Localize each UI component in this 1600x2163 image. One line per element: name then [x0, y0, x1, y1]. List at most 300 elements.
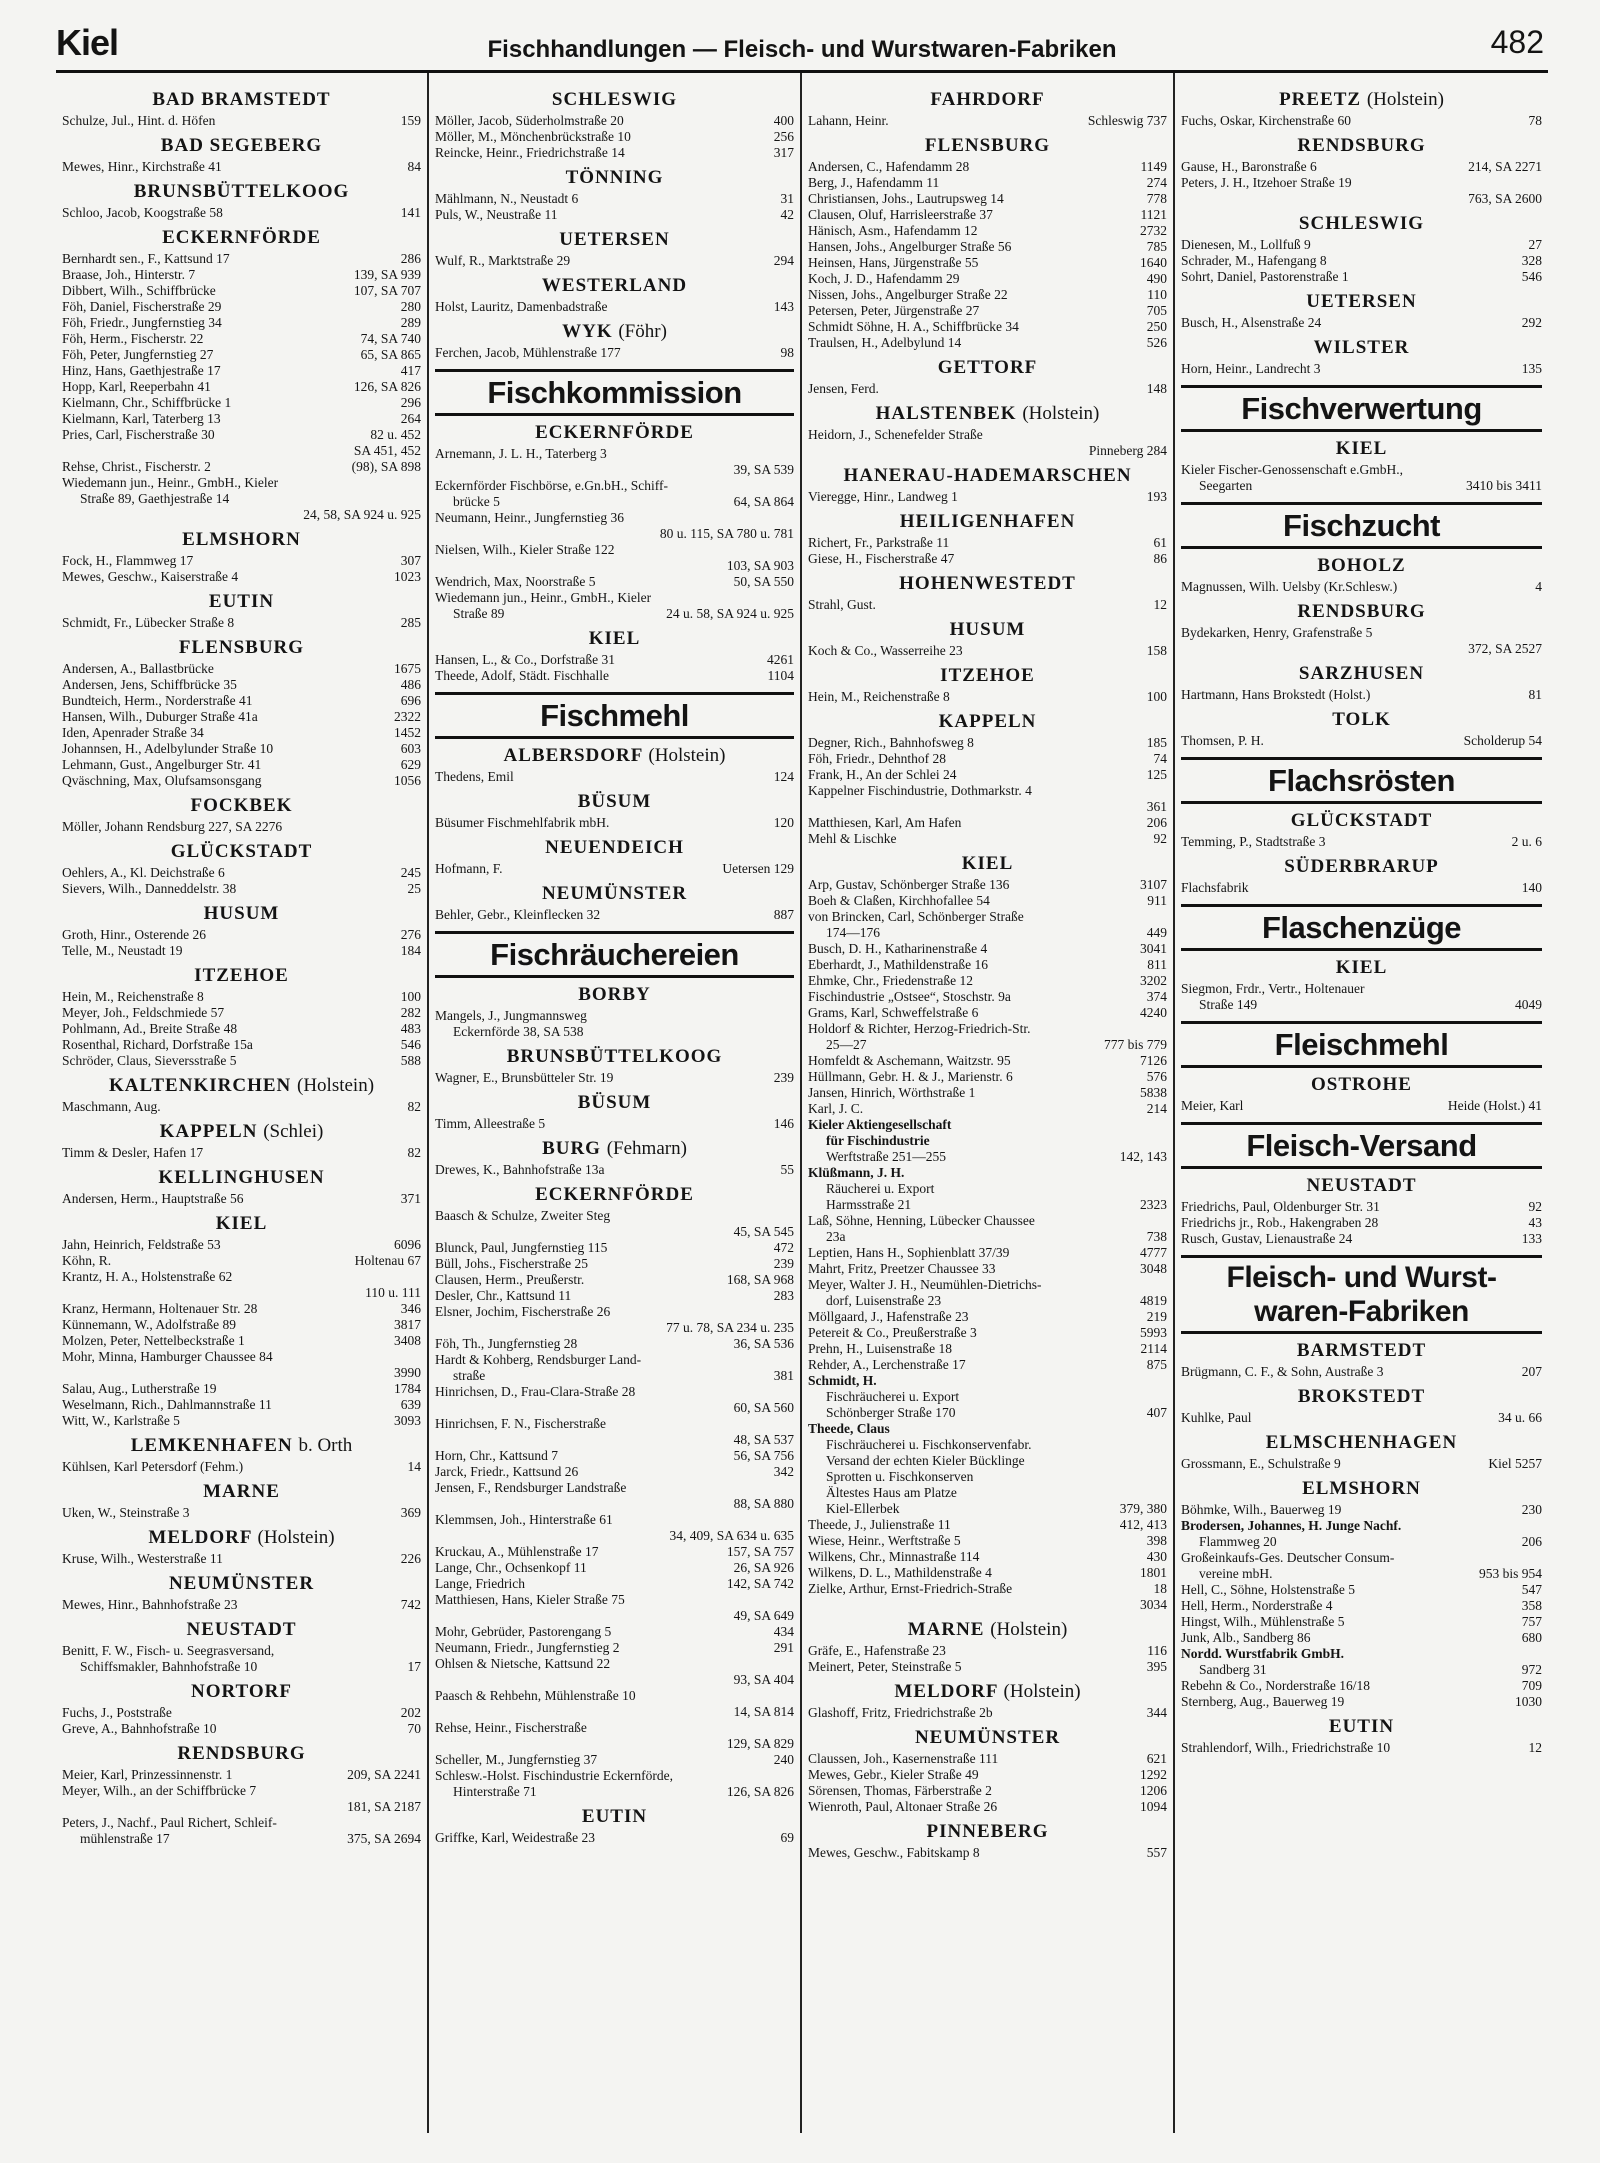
listing-entry — [435, 207, 794, 223]
listing-phone: 292 — [1521, 315, 1542, 330]
listing-name: Wiedemann jun., Heinr., GmbH., Kieler — [62, 475, 279, 490]
city-heading — [808, 853, 1167, 874]
city-heading — [1181, 1432, 1542, 1453]
listing-phone: 371 — [400, 1191, 421, 1206]
listing-name: Eckernförde 38, SA 538 — [453, 1024, 584, 1039]
listing-continuation — [62, 507, 421, 523]
listing-phone: 49, SA 649 — [733, 1608, 794, 1623]
listing-entry — [62, 741, 421, 757]
listing-name: Mangels, J., Jungmannsweg — [435, 1008, 587, 1023]
listing-entry — [435, 446, 794, 462]
listing-name: Telle, M., Neustadt 19 — [62, 943, 183, 958]
listing-entry — [62, 943, 421, 959]
city-name: KIEL — [1335, 957, 1388, 978]
listing-phone: 2322 — [394, 709, 421, 724]
listing-name — [435, 462, 728, 478]
listing-name: Schrader, M., Hafengang 8 — [1181, 253, 1327, 268]
listing-entry — [62, 773, 421, 789]
listing-entry — [435, 1304, 794, 1320]
listing-entry — [808, 1659, 1167, 1675]
listing-entry — [435, 1070, 794, 1086]
category-heading — [435, 692, 794, 739]
listing-entry — [808, 1069, 1167, 1085]
listing-continuation — [1181, 997, 1542, 1013]
listing-entry — [62, 411, 421, 427]
listing-phone: 239 — [773, 1256, 794, 1271]
listing-name: Böhmke, Wilh., Bauerweg 19 — [1181, 1502, 1342, 1517]
city-name: GLÜCKSTADT — [170, 841, 313, 862]
listing-phone: 603 — [400, 741, 421, 756]
listing-phone: 3041 — [1140, 941, 1167, 956]
listing-entry — [62, 1643, 421, 1659]
listing-phone: 81 — [1528, 687, 1542, 702]
listing-entry — [62, 1597, 421, 1613]
listing-phone: 133 — [1521, 1231, 1542, 1246]
listing-continuation — [435, 1320, 794, 1336]
city-name: HOHENWESTEDT — [899, 573, 1076, 594]
listing-name: Glashoff, Fritz, Friedrichstraße 2b — [808, 1705, 993, 1720]
listing-continuation — [62, 1831, 421, 1847]
listing-name: Friedrichs jr., Rob., Hakengraben 28 — [1181, 1215, 1379, 1230]
listing-name: Baasch & Schulze, Zweiter Steg — [435, 1208, 611, 1223]
listing-name: brücke 5 — [453, 494, 500, 509]
category-heading — [1181, 1255, 1542, 1334]
listing-name: Flachsfabrik — [1181, 880, 1249, 895]
listing-phone: 56, SA 756 — [733, 1448, 794, 1463]
listing-phone: 240 — [773, 1752, 794, 1767]
listing-name: Köhn, R. — [62, 1253, 112, 1268]
listing-entry — [62, 267, 421, 283]
listing-name: Rehse, Heinr., Fischerstraße — [435, 1720, 587, 1735]
listing-name: Sohrt, Daniel, Pastorenstraße 1 — [1181, 269, 1349, 284]
city-heading — [1181, 438, 1542, 459]
listing-name: Schloo, Jacob, Koogstraße 58 — [62, 205, 223, 220]
listing-name: Meyer, Walter J. H., Neumühlen-Dietrichs- — [808, 1277, 1042, 1292]
listing-name — [435, 1528, 663, 1544]
listing-phone: 328 — [1521, 253, 1542, 268]
listing-entry — [808, 815, 1167, 831]
listing-phone: 31 — [780, 191, 794, 206]
listing-name: Traulsen, H., Adelbylund 14 — [808, 335, 962, 350]
listing-name: Holst, Lauritz, Damenbadstraße — [435, 299, 608, 314]
listing-phone: 124 — [773, 769, 794, 784]
city-name: UETERSEN — [1306, 291, 1417, 312]
listing-phone: 381 — [773, 1368, 794, 1383]
listing-continuation — [1181, 641, 1542, 657]
listing-name — [435, 1704, 728, 1720]
listing-entry — [1181, 834, 1542, 850]
city-name: PREETZ — [1279, 89, 1362, 110]
city-region: (Föhr) — [618, 321, 667, 342]
listing-entry — [808, 1261, 1167, 1277]
category-title: Flachsrösten — [1268, 763, 1455, 798]
city-heading — [62, 1213, 421, 1234]
category-title: Fleischmehl — [1274, 1027, 1449, 1062]
listing-phone: 168, SA 968 — [726, 1272, 794, 1287]
listing-entry — [1181, 880, 1542, 896]
listing-name: von Brincken, Carl, Schönberger Straße — [808, 909, 1024, 924]
listing-phone: 77 u. 78, SA 234 u. 235 — [666, 1320, 794, 1335]
listing-phone: 3410 bis 3411 — [1465, 478, 1542, 493]
listing-name — [62, 507, 297, 523]
city-heading — [1181, 663, 1542, 684]
listing-name — [435, 1736, 721, 1752]
listing-phone: 3107 — [1140, 877, 1167, 892]
listing-entry — [435, 478, 794, 494]
listing-phone: 120 — [773, 815, 794, 830]
city-heading — [808, 357, 1167, 378]
listing-name: Rehse, Christ., Fischerstr. 2 — [62, 459, 211, 474]
listing-continuation — [62, 1285, 421, 1301]
listing-name — [62, 443, 348, 459]
listing-name: straße — [453, 1368, 486, 1383]
listing-name: Maschmann, Aug. — [62, 1099, 161, 1114]
listing-phone: 417 — [400, 363, 421, 378]
listing-phone: 55 — [780, 1162, 794, 1177]
listing-phone: Scholderup 54 — [1463, 733, 1542, 748]
listing-phone: 185 — [1146, 735, 1167, 750]
listing-name: Schmidt, H. — [808, 1373, 877, 1388]
listing-entry — [435, 574, 794, 590]
listing-phone: 146 — [773, 1116, 794, 1131]
listing-entry — [808, 1517, 1167, 1533]
listing-name: Versand der echten Kieler Bücklinge — [826, 1453, 1025, 1468]
listing-name: Hüllmann, Gebr. H. & J., Marienstr. 6 — [808, 1069, 1013, 1084]
city-name: FLENSBURG — [178, 637, 305, 658]
listing-name: Schlesw.-Holst. Fischindustrie Eckernförde, — [435, 1768, 673, 1783]
city-heading — [1181, 1074, 1542, 1095]
listing-entry — [435, 1448, 794, 1464]
listing-phone: 1149 — [1140, 159, 1167, 174]
listing-phone: 69 — [780, 1830, 794, 1845]
listing-entry — [62, 1705, 421, 1721]
listing-entry — [435, 1464, 794, 1480]
listing-name: Mohr, Gebrüder, Pastorengang 5 — [435, 1624, 612, 1639]
city-name: NEUENDEICH — [545, 837, 684, 858]
listing-phone: 2 u. 6 — [1511, 834, 1542, 849]
listing-entry — [1181, 1098, 1542, 1114]
listing-phone: 709 — [1521, 1678, 1542, 1693]
listing-phone: 103, SA 903 — [726, 558, 794, 573]
listing-phone: 757 — [1521, 1614, 1542, 1629]
listing-phone: 369 — [400, 1505, 421, 1520]
listing-name: Büll, Johs., Fischerstraße 25 — [435, 1256, 588, 1271]
listing-entry — [435, 1752, 794, 1768]
listing-entry — [1181, 1694, 1542, 1710]
city-heading — [808, 511, 1167, 532]
listing-entry — [435, 253, 794, 269]
city-heading — [1181, 601, 1542, 622]
listing-phone: 412, 413 — [1119, 1517, 1167, 1532]
listing-phone: 911 — [1147, 893, 1167, 908]
listing-name: Klüßmann, J. H. — [808, 1165, 905, 1180]
listing-phone: Holtenau 67 — [354, 1253, 421, 1268]
city-name: HALSTENBEK — [875, 403, 1017, 424]
listing-entry — [435, 1592, 794, 1608]
listing-name: für Fischindustrie — [826, 1133, 930, 1148]
listing-phone: 39, SA 539 — [733, 462, 794, 477]
listing-phone: 1675 — [394, 661, 421, 676]
listing-name: Thedens, Emil — [435, 769, 514, 784]
listing-entry — [808, 767, 1167, 783]
listing-phone: Uetersen 129 — [722, 861, 794, 876]
city-heading — [435, 1806, 794, 1827]
listing-name: Drewes, K., Bahnhofstraße 13a — [435, 1162, 605, 1177]
listing-phone: 1801 — [1140, 1565, 1167, 1580]
listing-phone: 547 — [1521, 1582, 1542, 1597]
listing-phone: 3408 — [394, 1333, 421, 1348]
listing-entry — [808, 113, 1167, 129]
listing-entry — [435, 113, 794, 129]
listing-entry — [808, 535, 1167, 551]
category-heading — [1181, 502, 1542, 549]
listing-name: Büsumer Fischmehlfabrik mbH. — [435, 815, 610, 830]
listing-name: Kühlsen, Karl Petersdorf (Fehm.) — [62, 1459, 244, 1474]
city-heading — [1181, 709, 1542, 730]
listing-phone: 84 — [407, 159, 421, 174]
city-heading — [62, 637, 421, 658]
city-heading — [62, 841, 421, 862]
city-heading — [808, 1727, 1167, 1748]
listing-entry — [62, 1253, 421, 1269]
listing-name: Dibbert, Wilh., Schiffbrücke — [62, 283, 216, 298]
listing-entry — [808, 1643, 1167, 1659]
listing-entry — [808, 1309, 1167, 1325]
listing-entry — [1181, 981, 1542, 997]
listing-entry — [62, 427, 421, 443]
listing-name: Kranz, Hermann, Holtenauer Str. 28 — [62, 1301, 258, 1316]
listing-continuation — [435, 1736, 794, 1752]
city-name: ITZEHOE — [940, 665, 1035, 686]
listing-entry — [808, 489, 1167, 505]
listing-name: Möller, M., Mönchenbrückstraße 10 — [435, 129, 631, 144]
listing-entry — [808, 643, 1167, 659]
listing-entry — [808, 941, 1167, 957]
listing-name: Timm & Desler, Hafen 17 — [62, 1145, 204, 1160]
city-heading — [62, 1435, 421, 1456]
listing-entry — [1181, 733, 1542, 749]
listing-phone: 139, SA 939 — [353, 267, 421, 282]
listing-phone: 93, SA 404 — [733, 1672, 794, 1687]
listing-phone: 742 — [400, 1597, 421, 1612]
listing-entry — [62, 1815, 421, 1831]
listing-name: Reincke, Heinr., Friedrichstraße 14 — [435, 145, 625, 160]
listing-entry — [435, 590, 794, 606]
listing-entry — [808, 689, 1167, 705]
listing-continuation — [808, 799, 1167, 815]
listing-phone: Schleswig 737 — [1087, 113, 1167, 128]
listing-entry — [808, 1581, 1167, 1597]
city-region: (Holstein) — [1022, 403, 1100, 424]
listing-entry — [808, 159, 1167, 175]
city-region: (Holstein) — [648, 745, 726, 766]
listing-phone: 546 — [1521, 269, 1542, 284]
listing-continuation — [808, 1597, 1167, 1613]
listing-name: Föh, Daniel, Fischerstraße 29 — [62, 299, 222, 314]
listing-phone: 763, SA 2600 — [1468, 191, 1542, 206]
category-heading — [1181, 757, 1542, 804]
listing-entry — [62, 159, 421, 175]
listing-phone: 374 — [1146, 989, 1167, 1004]
city-heading — [1181, 337, 1542, 358]
category-heading — [1181, 1122, 1542, 1169]
listing-entry — [62, 1349, 421, 1365]
listing-entry — [62, 1053, 421, 1069]
city-name: KIEL — [588, 628, 641, 649]
listing-name: Krantz, H. A., Holstenstraße 62 — [62, 1269, 233, 1284]
header-title: Fischhandlungen — Fleisch- und Wurstwaren-Fabriken — [487, 36, 1117, 63]
listing-continuation — [62, 1365, 421, 1381]
listing-continuation — [1181, 1566, 1542, 1582]
listing-entry — [62, 315, 421, 331]
listing-entry — [62, 1005, 421, 1021]
listing-name: Mewes, Hinr., Bahnhofstraße 23 — [62, 1597, 238, 1612]
listing-entry — [808, 1117, 1167, 1133]
listing-phone: 778 — [1146, 191, 1167, 206]
listing-entry — [1181, 687, 1542, 703]
listing-entry — [1181, 1231, 1542, 1247]
listing-entry — [808, 1053, 1167, 1069]
city-heading — [62, 903, 421, 924]
listing-entry — [62, 1459, 421, 1475]
listing-entry — [1181, 1550, 1542, 1566]
listing-phone: 972 — [1521, 1662, 1542, 1677]
listing-phone: 148 — [1146, 381, 1167, 396]
listing-entry — [808, 1845, 1167, 1861]
listing-name — [435, 1400, 728, 1416]
listing-continuation — [808, 1485, 1167, 1501]
category-title: Fischkommission — [487, 375, 742, 410]
listing-entry — [62, 927, 421, 943]
listing-name: Gause, H., Baronstraße 6 — [1181, 159, 1317, 174]
listing-phone: 395 — [1146, 1659, 1167, 1674]
listing-name: Eberhardt, J., Mathildenstraße 16 — [808, 957, 988, 972]
listing-phone: 1292 — [1140, 1767, 1167, 1782]
listing-entry — [62, 299, 421, 315]
listing-name: Pries, Carl, Fischerstraße 30 — [62, 427, 215, 442]
listing-continuation — [808, 1453, 1167, 1469]
listing-continuation — [808, 925, 1167, 941]
city-name: WESTERLAND — [541, 275, 688, 296]
listing-entry — [435, 145, 794, 161]
listing-name: Frank, H., An der Schlei 24 — [808, 767, 957, 782]
listing-phone: 2114 — [1140, 1341, 1167, 1356]
listing-entry — [435, 1208, 794, 1224]
city-name: SÜDERBRARUP — [1284, 856, 1439, 877]
city-name: HUSUM — [949, 619, 1026, 640]
listing-phone: 245 — [400, 865, 421, 880]
listing-phone: 42 — [780, 207, 794, 222]
listing-name: Friedrichs, Paul, Oldenburger Str. 31 — [1181, 1199, 1380, 1214]
listing-name: Hansen, Wilh., Duburger Straße 41a — [62, 709, 258, 724]
city-heading — [62, 1121, 421, 1142]
listing-name: Mohr, Minna, Hamburger Chaussee 84 — [62, 1349, 273, 1364]
listing-phone: 264 — [400, 411, 421, 426]
listing-entry — [1181, 1410, 1542, 1426]
city-name: ELMSHORN — [182, 529, 301, 550]
listing-continuation — [808, 1149, 1167, 1165]
city-heading — [62, 1527, 421, 1548]
listing-entry — [808, 1533, 1167, 1549]
city-heading — [1181, 810, 1542, 831]
listing-phone: 27 — [1528, 237, 1542, 252]
listing-phone: 346 — [400, 1301, 421, 1316]
listing-name: Laß, Söhne, Henning, Lübecker Chaussee — [808, 1213, 1035, 1228]
city-heading — [62, 89, 421, 110]
listing-name: Kruckau, A., Mühlenstraße 17 — [435, 1544, 599, 1559]
listing-name: Schulze, Jul., Hint. d. Höfen — [62, 113, 216, 128]
listing-name: Andersen, Jens, Schiffbrücke 35 — [62, 677, 237, 692]
listing-name: Meier, Karl, Prinzessinnenstr. 1 — [62, 1767, 233, 1782]
listing-name: Theede, Adolf, Städt. Fischhalle — [435, 668, 609, 683]
listing-name: Hein, M., Reichenstraße 8 — [808, 689, 950, 704]
city-name: BAD BRAMSTEDT — [152, 89, 331, 110]
listing-name: Peters, J., Nachf., Paul Richert, Schleif- — [62, 1815, 277, 1830]
listing-phone: 209, SA 2241 — [347, 1767, 421, 1782]
listing-phone: 214, SA 2271 — [1468, 159, 1542, 174]
listing-entry — [435, 1768, 794, 1784]
listing-entry — [808, 223, 1167, 239]
listing-name: Leptien, Hans H., Sophienblatt 37/39 — [808, 1245, 1010, 1260]
city-heading — [1181, 1478, 1542, 1499]
listing-entry — [1181, 1518, 1542, 1534]
listing-phone: 342 — [773, 1464, 794, 1479]
listing-name: Horn, Chr., Kattsund 7 — [435, 1448, 558, 1463]
listing-phone: 289 — [400, 315, 421, 330]
listing-phone: 307 — [400, 553, 421, 568]
city-name: NEUMÜNSTER — [914, 1727, 1061, 1748]
city-heading — [435, 321, 794, 342]
city-heading — [808, 1619, 1167, 1640]
listing-phone: 811 — [1147, 957, 1167, 972]
listing-name: Temming, P., Stadtstraße 3 — [1181, 834, 1326, 849]
city-name: BÜSUM — [577, 791, 652, 812]
listing-entry — [435, 1480, 794, 1496]
listing-phone: 14, SA 814 — [733, 1704, 794, 1719]
listing-phone: 3093 — [394, 1413, 421, 1428]
category-title: Fischverwertung — [1241, 391, 1482, 426]
listing-entry — [62, 1037, 421, 1053]
listing-phone: 317 — [773, 145, 794, 160]
listing-phone: 4240 — [1140, 1005, 1167, 1020]
listing-phone: 379, 380 — [1119, 1501, 1167, 1516]
listing-phone: 274 — [1146, 175, 1167, 190]
listing-name: Schmidt, Fr., Lübecker Straße 8 — [62, 615, 235, 630]
listing-phone: 142, SA 742 — [726, 1576, 794, 1591]
listing-entry — [808, 1165, 1167, 1181]
city-name: LEMKENHAFEN — [130, 1435, 293, 1456]
listing-name: vereine mbH. — [1199, 1566, 1273, 1581]
listing-phone: 3202 — [1140, 973, 1167, 988]
city-name: EUTIN — [581, 1806, 648, 1827]
listing-name — [435, 1672, 728, 1688]
listing-phone: 17 — [407, 1659, 421, 1674]
listing-phone: 110 u. 111 — [365, 1285, 421, 1300]
listing-name: Lange, Friedrich — [435, 1576, 525, 1591]
listing-continuation — [435, 1400, 794, 1416]
listing-entry — [1181, 269, 1542, 285]
listing-entry — [808, 1421, 1167, 1437]
city-heading — [1181, 957, 1542, 978]
listing-entry — [62, 475, 421, 491]
listing-entry — [808, 1341, 1167, 1357]
listing-name: Jansen, Hinrich, Wörthstraße 1 — [808, 1085, 976, 1100]
listing-entry — [435, 129, 794, 145]
listing-name — [808, 443, 1083, 459]
listing-phone: Kiel 5257 — [1488, 1456, 1542, 1471]
listing-entry — [435, 1336, 794, 1352]
listing-phone: 74, SA 740 — [360, 331, 421, 346]
